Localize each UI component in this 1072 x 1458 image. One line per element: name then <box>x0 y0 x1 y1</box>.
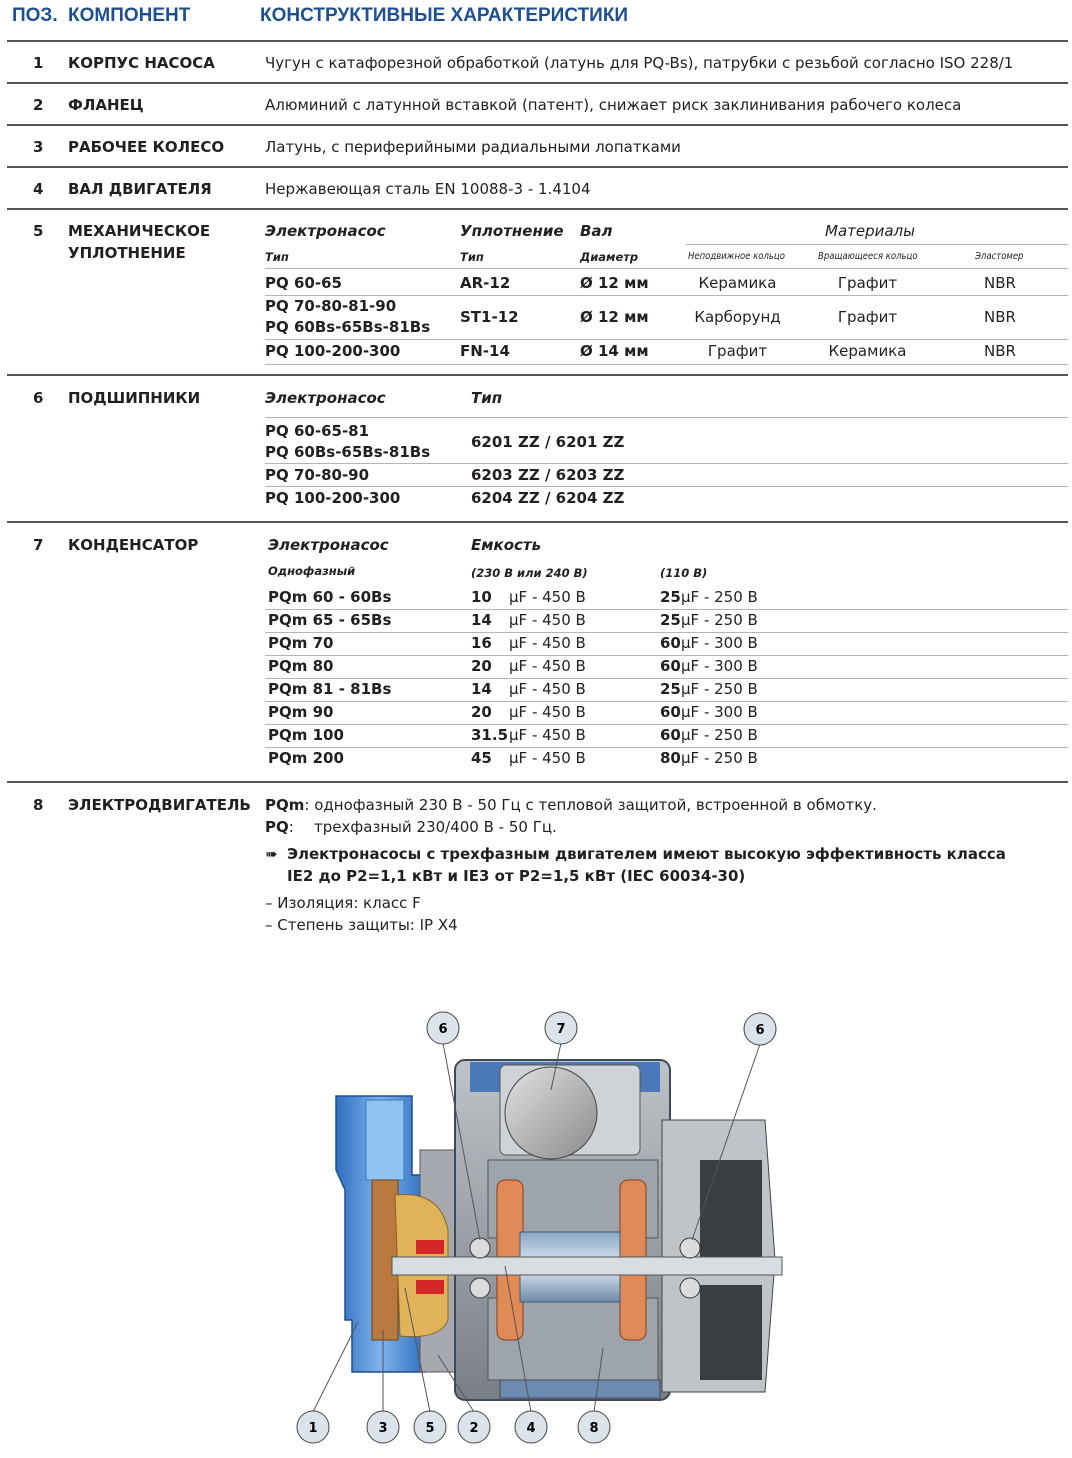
capacitor-row-unit-230: μF - 450 В <box>509 634 586 652</box>
row2-component: ФЛАНЕЦ <box>68 96 144 114</box>
seal-h-shaft: Вал <box>580 222 613 240</box>
capacitor-row-unit-110: μF - 250 В <box>681 588 758 606</box>
callout-marker <box>367 1411 399 1443</box>
seal-s-type: Тип <box>265 250 289 264</box>
capacitor-row-unit-230: μF - 450 В <box>509 749 586 767</box>
capacitor-row-c230: 20 <box>471 703 492 721</box>
seal-row-diam: Ø 12 мм <box>580 308 649 326</box>
bearings-row-type: 6203 ZZ / 6203 ZZ <box>471 466 625 484</box>
seal-row-fixed: Карборунд <box>694 308 781 326</box>
seal-h-materials: Материалы <box>825 222 915 240</box>
seal-s-fixed: Неподвижное кольцо <box>688 251 785 262</box>
motor-insulation: – Изоляция: класс F <box>265 894 421 912</box>
capacitor-row-pump: PQm 70 <box>268 634 334 652</box>
capacitor-row-pump: PQm 65 - 65Bs <box>268 611 392 629</box>
seal-row-seal: AR-12 <box>460 274 511 292</box>
seal-row-seal: FN-14 <box>460 342 510 360</box>
row2-num: 2 <box>33 96 44 114</box>
row3-component: РАБОЧЕЕ КОЛЕСО <box>68 138 225 156</box>
row3-num: 3 <box>33 138 44 156</box>
seal-row-elast: NBR <box>984 308 1016 326</box>
capacitor-row-pump: PQm 90 <box>268 703 334 721</box>
bearings-h-type: Тип <box>471 389 503 407</box>
bearings-row-type: 6204 ZZ / 6204 ZZ <box>471 489 625 507</box>
capacitor-row-c110: 60 <box>660 703 681 721</box>
seal-row-fixed: Керамика <box>698 274 777 292</box>
row1-num: 1 <box>33 54 44 72</box>
motor-pqm-colon: : <box>304 796 310 814</box>
bearings-row-pump: PQ 70-80-90 <box>265 466 370 484</box>
capacitor-row-unit-230: μF - 450 В <box>509 680 586 698</box>
callout-marker <box>297 1411 329 1443</box>
capacitor-row-pump: PQm 100 <box>268 726 344 744</box>
callout-label: 6 <box>755 1023 765 1038</box>
capacitor-row-c110: 60 <box>660 726 681 744</box>
capacitor-row-c230: 45 <box>471 749 492 767</box>
motor-pq-colon: : <box>288 818 294 836</box>
header-characteristics: КОНСТРУКТИВНЫЕ ХАРАКТЕРИСТИКИ <box>260 5 629 26</box>
seal-row-fixed: Графит <box>707 342 768 360</box>
callout-marker <box>578 1411 610 1443</box>
capacitor-h-pump: Электронасос <box>268 536 389 554</box>
row7-num: 7 <box>33 536 44 554</box>
capacitor-row-c230: 31.5 <box>471 726 509 744</box>
capacitor-row-unit-110: μF - 300 В <box>681 634 758 652</box>
row5-component-l1: МЕХАНИЧЕСКОЕ <box>68 222 211 240</box>
seal-row-pump: PQ 100-200-300 <box>265 342 401 360</box>
capacitor-row-unit-230: μF - 450 В <box>509 657 586 675</box>
capacitor-row-unit-230: μF - 450 В <box>509 726 586 744</box>
seal-row-pump2: PQ 60Bs-65Bs-81Bs <box>265 318 431 336</box>
row4-desc: Нержавеющая сталь EN 10088-3 - 1.4104 <box>265 180 591 198</box>
seal-s-diameter: Диаметр <box>580 250 639 264</box>
seal-row-seal: ST1-12 <box>460 308 519 326</box>
bearings-row-pump2: PQ 60Bs-65Bs-81Bs <box>265 443 431 461</box>
row6-component: ПОДШИПНИКИ <box>68 389 201 407</box>
capacitor-row-c110: 60 <box>660 657 681 675</box>
callout-marker <box>744 1013 776 1045</box>
callout-label: 5 <box>425 1421 435 1436</box>
bearings-h-pump: Электронасос <box>265 389 386 407</box>
header-component: КОМПОНЕНТ <box>68 5 191 26</box>
motor-protection: – Степень защиты: IP X4 <box>265 916 458 934</box>
row5-component-l2: УПЛОТНЕНИЕ <box>68 244 186 262</box>
capacitor-row-c230: 16 <box>471 634 492 652</box>
seal-row-elast: NBR <box>984 274 1016 292</box>
motor-pq-text: трехфазный 230/400 В - 50 Гц. <box>314 818 557 836</box>
callout-label: 6 <box>438 1022 448 1037</box>
capacitor-row-c110: 25 <box>660 680 681 698</box>
row6-num: 6 <box>33 389 44 407</box>
capacitor-row-unit-110: μF - 300 В <box>681 657 758 675</box>
capacitor-row-c110: 60 <box>660 634 681 652</box>
capacitor-row-unit-110: μF - 250 В <box>681 749 758 767</box>
capacitor-row-unit-230: μF - 450 В <box>509 703 586 721</box>
row2-desc: Алюминий с латунной вставкой (патент), снижает риск заклинивания рабочего колеса <box>265 96 962 114</box>
capacitor-s-single: Однофазный <box>268 564 356 578</box>
bearings-row-pump: PQ 60-65-81 <box>265 422 370 440</box>
callout-label: 8 <box>589 1421 599 1436</box>
row1-component: КОРПУС НАСОСА <box>68 54 215 72</box>
capacitor-row-c230: 14 <box>471 611 492 629</box>
seal-row-pump: PQ 70-80-81-90 <box>265 297 397 315</box>
capacitor-row-c230: 10 <box>471 588 492 606</box>
row8-num: 8 <box>33 796 44 814</box>
row1-desc: Чугун с катафорезной обработкой (латунь для PQ-Bs), патрубки с резьбой согласно ISO 228/1 <box>265 54 1014 72</box>
callout-label: 3 <box>378 1421 388 1436</box>
capacitor-row-unit-110: μF - 300 В <box>681 703 758 721</box>
callout-marker <box>545 1012 577 1044</box>
row7-component: КОНДЕНСАТОР <box>68 536 199 554</box>
callout-marker <box>458 1411 490 1443</box>
capacitor-s-230: (230 В или 240 В) <box>471 566 588 580</box>
seal-row-diam: Ø 14 мм <box>580 342 649 360</box>
callout-marker <box>414 1411 446 1443</box>
seal-row-rot: Графит <box>837 274 898 292</box>
capacitor-row-unit-110: μF - 250 В <box>681 611 758 629</box>
row3-desc: Латунь, с периферийными радиальными лопатками <box>265 138 681 156</box>
seal-s-rotating: Вращающееся кольцо <box>818 251 918 262</box>
seal-h-seal: Уплотнение <box>460 222 564 240</box>
seal-s-elastomer: Эластомер <box>975 251 1024 262</box>
motor-note-l2: IE2 до P2=1,1 кВт и IE3 от P2=1,5 кВт (IEC 60034-30) <box>287 867 746 885</box>
capacitor-row-pump: PQm 80 <box>268 657 334 675</box>
capacitor-h-capacity: Емкость <box>471 536 542 554</box>
capacitor-row-unit-230: μF - 450 В <box>509 611 586 629</box>
seal-h-pump: Электронасос <box>265 222 386 240</box>
bearings-row-type: 6201 ZZ / 6201 ZZ <box>471 433 625 451</box>
capacitor-row-c110: 80 <box>660 749 681 767</box>
callout-label: 1 <box>308 1421 318 1436</box>
row4-num: 4 <box>33 180 44 198</box>
capacitor-s-110: (110 В) <box>660 566 708 580</box>
bearings-row-pump: PQ 100-200-300 <box>265 489 401 507</box>
arrow-icon: ➠ <box>265 845 278 863</box>
capacitor-row-pump: PQm 200 <box>268 749 344 767</box>
header-pos: ПОЗ. <box>12 5 58 26</box>
seal-row-diam: Ø 12 мм <box>580 274 649 292</box>
motor-pq-label: PQ <box>265 818 289 836</box>
seal-row-pump: PQ 60-65 <box>265 274 342 292</box>
capacitor-row-c230: 14 <box>471 680 492 698</box>
motor-pqm-text: однофазный 230 В - 50 Гц с тепловой защитой, встроенной в обмотку. <box>314 796 877 814</box>
callout-marker <box>427 1012 459 1044</box>
pump-body <box>336 1060 782 1400</box>
capacitor-row-unit-230: μF - 450 В <box>509 588 586 606</box>
seal-row-rot: Керамика <box>828 342 907 360</box>
capacitor-row-c110: 25 <box>660 588 681 606</box>
row5-num: 5 <box>33 222 44 240</box>
callout-label: 2 <box>469 1421 479 1436</box>
seal-row-rot: Графит <box>837 308 898 326</box>
seal-row-elast: NBR <box>984 342 1016 360</box>
motor-note-l1: Электронасосы с трехфазным двигателем имеют высокую эффективность класса <box>287 845 1006 863</box>
seal-s-type2: Тип <box>460 250 484 264</box>
row4-component: ВАЛ ДВИГАТЕЛЯ <box>68 180 212 198</box>
capacitor-row-unit-110: μF - 250 В <box>681 726 758 744</box>
row8-component: ЭЛЕКТРОДВИГАТЕЛЬ <box>68 796 251 814</box>
callout-label: 7 <box>556 1022 566 1037</box>
capacitor-row-c230: 20 <box>471 657 492 675</box>
capacitor-row-pump: PQm 81 - 81Bs <box>268 680 392 698</box>
capacitor-row-unit-110: μF - 250 В <box>681 680 758 698</box>
callout-marker <box>515 1411 547 1443</box>
motor-pqm-label: PQm <box>265 796 305 814</box>
capacitor-row-c110: 25 <box>660 611 681 629</box>
capacitor-row-pump: PQm 60 - 60Bs <box>268 588 392 606</box>
callout-label: 4 <box>526 1421 536 1436</box>
